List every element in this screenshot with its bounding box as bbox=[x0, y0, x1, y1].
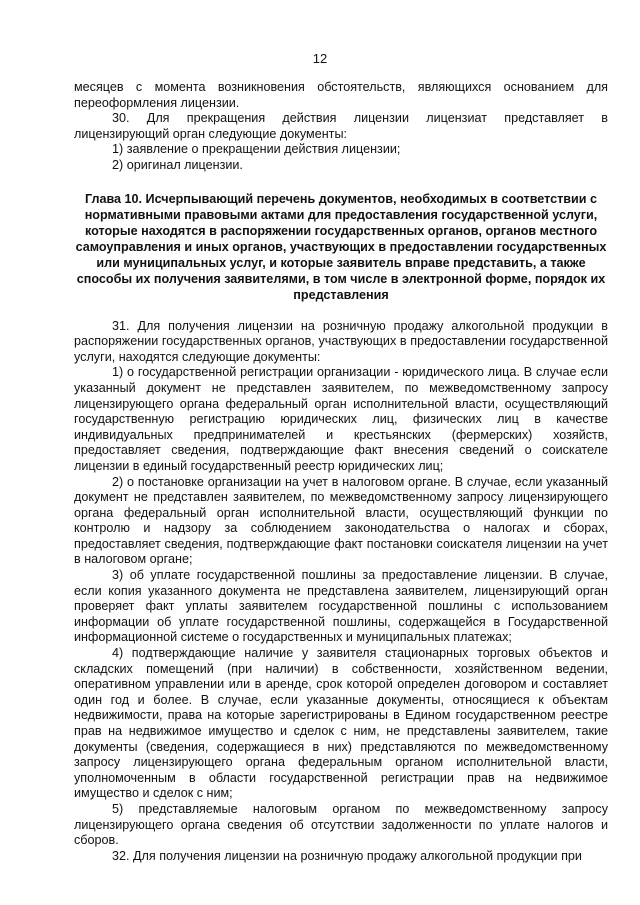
list-item-31-3: 3) об уплате государственной пошлины за предоставление лицензии. В случае, если копия указанного документа не представлена заявителем, лицензирующий орган проверяет факт уплаты заявителем государственной пошлины с использованием информации об уплате государственной пошлины, содержащейся в Государственной информационной системе о государственных и муниципальных платежах; bbox=[74, 568, 608, 645]
list-item-31-2: 2) о постановке организации на учет в налоговом органе. В случае, если указанный документ не представлен заявителем, по межведомственному запросу лицензирующего органа федеральный орган исполнительной власти, осуществляющий функции по контролю и надзору за соблюдением законодательства о налогах и сборах, предоставляет сведения, подтверждающие факт постановки соискателя лицензии на учет в налоговом органе; bbox=[74, 474, 608, 567]
list-item-31-5: 5) представляемые налоговым органом по межведомственному запросу лицензирующего органа сведения об отсутствии задолженности по уплате налогов и сборов. bbox=[74, 801, 608, 848]
paragraph-continuation: месяцев с момента возникновения обстоятельств, являющихся основанием для переоформления лицензии. bbox=[74, 80, 608, 110]
paragraph-31: 31. Для получения лицензии на розничную продажу алкогольной продукции в распоряжении государственных органов, участвующих в предоставлении государственной услуги, находятся следующие документы: bbox=[74, 318, 608, 364]
document-body bbox=[74, 80, 608, 864]
page-number: 12 bbox=[312, 51, 328, 66]
paragraph-30: 30. Для прекращения действия лицензии лицензиат представляет в лицензирующий орган следующие документы: bbox=[74, 111, 608, 141]
paragraph-32: 32. Для получения лицензии на розничную продажу алкогольной продукции при bbox=[112, 848, 582, 863]
chapter-heading: Глава 10. Исчерпывающий перечень документов, необходимых в соответствии с нормативными правовыми актами для предоставления государственной услуги, которые находятся в распоряжении государственных органов, органов местного самоуправления и иных органов, участвующих в предоставлении государственных или муниципальных услуг, и которые заявитель вправе представить, а также способы их получения заявителями, в том числе в электронной форме, порядок их представления bbox=[75, 191, 607, 302]
list-item-30-2: 2) оригинал лицензии. bbox=[112, 157, 243, 172]
list-item-31-4: 4) подтверждающие наличие у заявителя стационарных торговых объектов и складских помещений (при наличии) в собственности, хозяйственном ведении, оперативном управлении или в аренде, срок которой определен договором и составляет один год и более. В случае, если указанные документы, относящиеся к объектам недвижимости, права на которые зарегистрированы в Едином государственном реестре прав на недвижимое имущество и сделок с ним, не представлены заявителем, такие документы (сведения, содержащиеся в них) представляются по межведомственному запросу лицензирующего органа федеральным органом исполнительной власти, уполномоченным в области государственной регистрации прав на недвижимое имущество и сделок с ним; bbox=[74, 646, 608, 801]
list-item-30-1: 1) заявление о прекращении действия лицензии; bbox=[112, 142, 401, 157]
list-item-31-1: 1) о государственной регистрации организации - юридического лица. В случае если указанный документ не представлен заявителем, по межведомственному запросу лицензирующего органа федеральный орган исполнительной власти, осуществляющий государственную регистрацию юридических лиц, физических лиц в качестве индивидуальных предпринимателей и крестьянских (фермерских) хозяйств, предоставляет сведения, подтверждающие факт внесения сведений о соискателе лицензии в единый государственный реестр юридических лиц; bbox=[74, 365, 608, 473]
